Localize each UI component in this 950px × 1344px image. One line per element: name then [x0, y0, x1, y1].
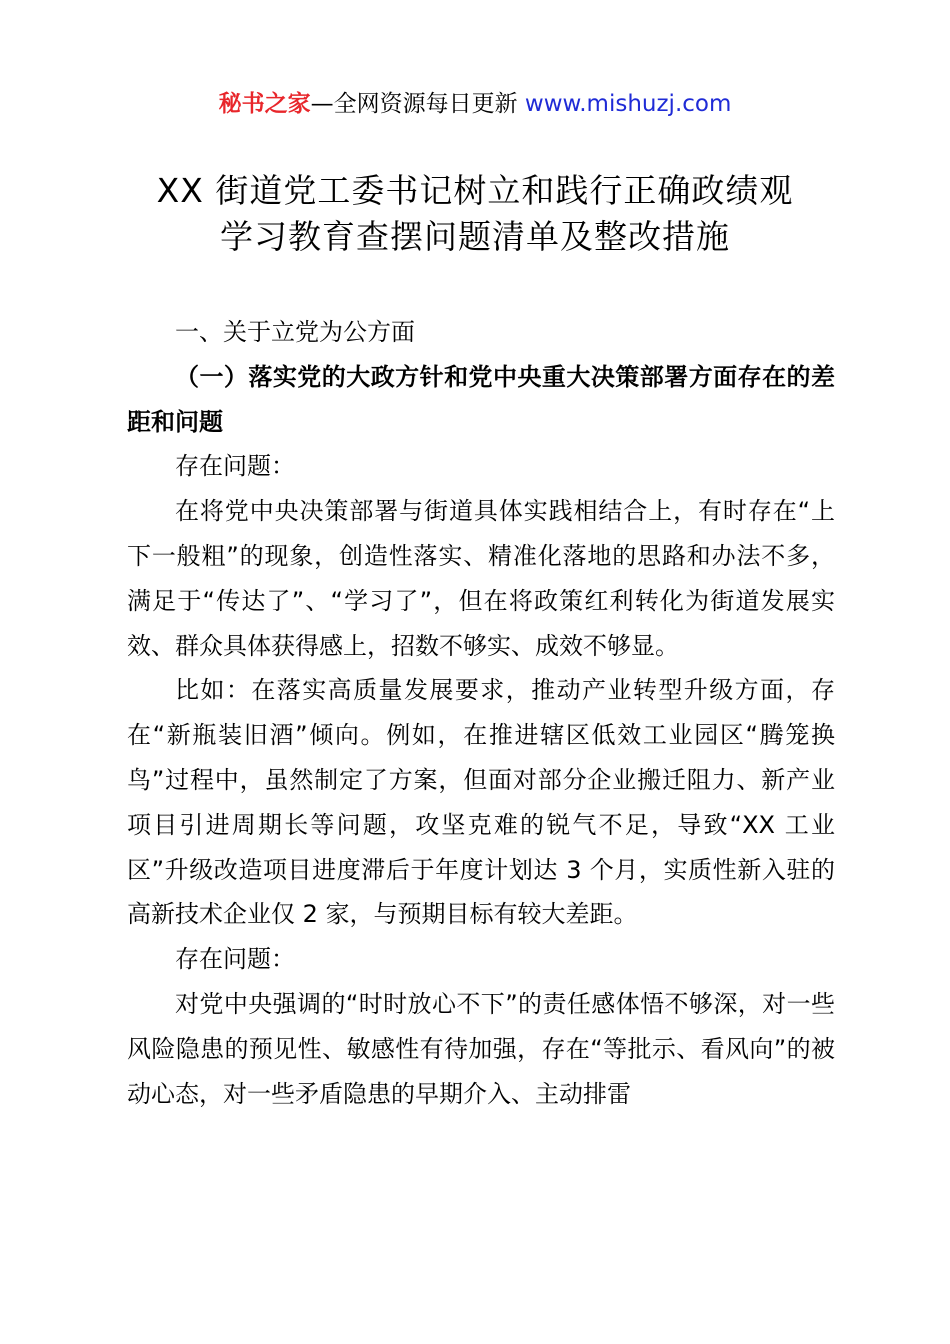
- title-line-1: XX 街道党工委书记树立和践行正确政绩观: [156, 171, 794, 210]
- header-slogan: —全网资源每日更新: [310, 91, 525, 117]
- issue-label: 存在问题：: [175, 452, 295, 481]
- document-body: [127, 310, 835, 1116]
- body-paragraph: 对党中央强调的“时时放心不下”的责任感体悟不够深，对一些风险隐患的预见性、敏感性有待加强，存在“等批示、看风向”的被动心态，对一些矛盾隐患的早期介入、主动排雷: [127, 989, 835, 1108]
- section-heading: 一、关于立党为公方面: [175, 318, 415, 346]
- site-url[interactable]: www.mishuzj.com: [524, 91, 732, 117]
- subsection-heading: （一）落实党的大政方针和党中央重大决策部署方面存在的差距和问题: [127, 362, 835, 436]
- site-header: [0, 86, 950, 122]
- body-paragraph: 在将党中央决策部署与街道具体实践相结合上，有时存在“上下一般粗”的现象，创造性落实、精准化落地的思路和办法不多，满足于“传达了”、“学习了”，但在将政策红利转化为街道发展实效、群众具体获得感上，招数不够实、成效不够显。: [127, 497, 835, 660]
- title-line-2: 学习教育查摆问题清单及整改措施: [220, 217, 730, 256]
- issue-label: 存在问题：: [175, 945, 295, 974]
- example-paragraph: 比如：在落实高质量发展要求，推动产业转型升级方面，存在“新瓶装旧酒”倾向。例如，在推进辖区低效工业园区“腾笼换鸟”过程中，虽然制定了方案，但面对部分企业搬迁阻力、新产业项目引进周期长等问题，攻坚克难的锐气不足，导致“XX 工业区”升级改造项目进度滞后于年度计划达 3 个月，实质性新入驻的高新技术企业仅 2 家，与预期目标有较大差距。: [127, 676, 835, 929]
- brand-name: 秘书之家: [218, 91, 311, 117]
- document-title: [0, 168, 950, 260]
